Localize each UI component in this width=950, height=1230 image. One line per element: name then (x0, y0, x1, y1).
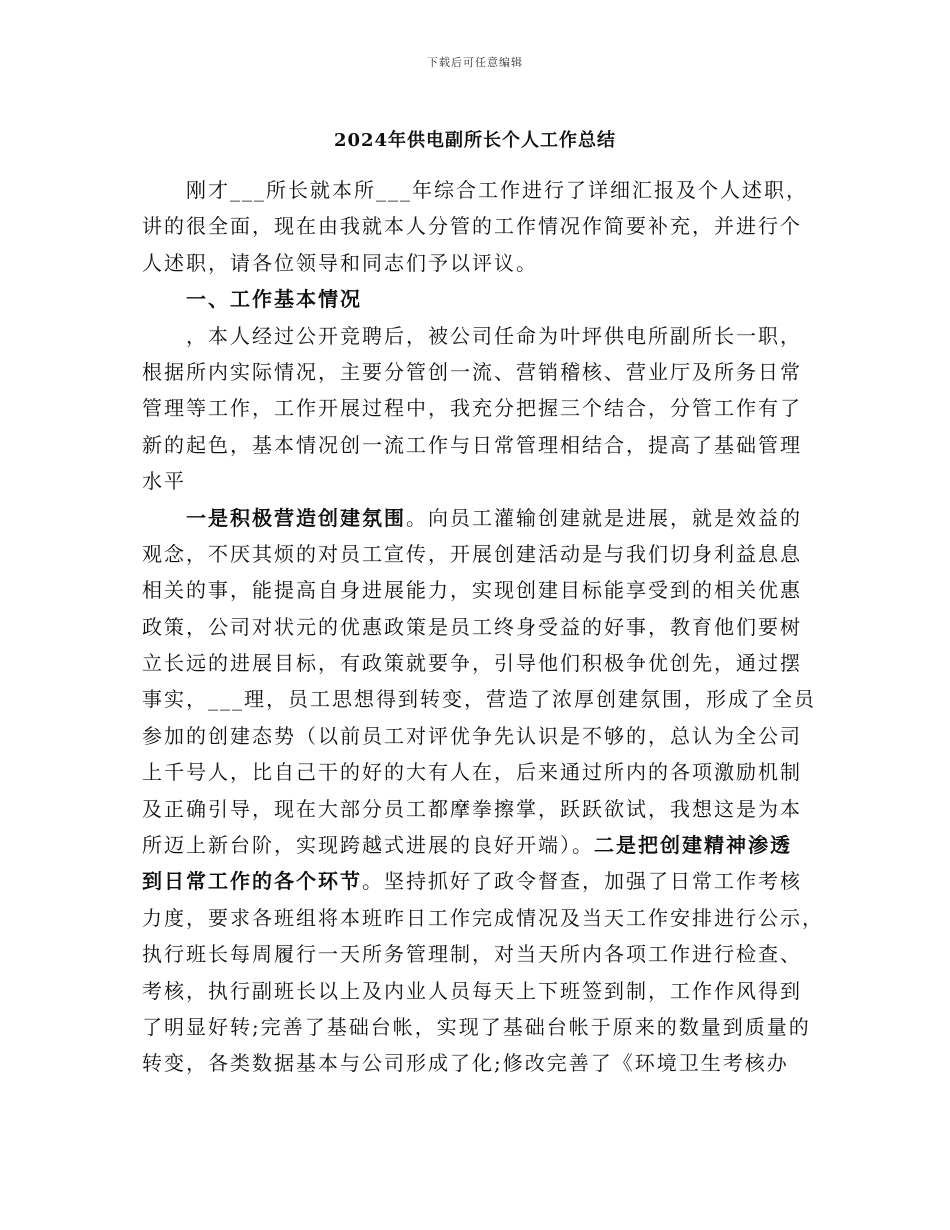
text-line (142, 281, 812, 317)
text-run: ，本人经过公开竞聘后，被公司任命为叶坪供电所副所长一职， (186, 323, 802, 348)
text-line (142, 1009, 812, 1045)
text-run: 转变，各类数据基本与公司形成了化;修改完善了《环境卫生考核办 (142, 1051, 789, 1076)
text-run: 根据所内实际情况，主要分管创一流、营销稽核、营业厅及所务日常 (142, 359, 802, 384)
text-run: 政策，公司对状元的优惠政策是员工终身受益的好事，教育他们要树 (142, 614, 802, 639)
text-line (142, 463, 812, 499)
text-run: 所迈上新台阶，实现跨越式进展的良好开端）。 (142, 833, 594, 858)
text-run: 。坚持抓好了政令督查，加强了日常工作考核 (362, 869, 802, 894)
text-line (142, 900, 824, 936)
bold-text-run: 二是把创建精神渗透 (594, 833, 792, 858)
text-line (142, 536, 812, 572)
text-line (142, 645, 812, 681)
text-run: 及正确引导，现在大部分员工都摩拳擦掌，跃跃欲试，我想这是为本 (142, 796, 802, 821)
text-line (142, 208, 812, 244)
text-line (142, 681, 816, 717)
text-run: 水平 (142, 469, 186, 494)
header-note: 下载后可任意编辑 (427, 56, 523, 69)
text-line (142, 754, 812, 790)
text-run: 考核，执行副班长以上及内业人员每天上下班签到制，工作作风得到 (142, 978, 802, 1003)
text-line (142, 609, 812, 645)
text-run: 新的起色，基本情况创一流工作与日常管理相结合，提高了基础管理 (142, 432, 802, 457)
text-run: 事实，___理，员工思想得到转变，营造了浓厚创建氛围，形成了全员 (142, 687, 816, 712)
document-title: 2024年供电副所长个人工作总结 (333, 130, 617, 151)
text-line (142, 354, 812, 390)
text-line (142, 572, 812, 608)
text-run: 观念，不厌其烦的对员工宣传，开展创建活动是与我们切身利益息息 (142, 541, 802, 566)
text-line (142, 427, 812, 463)
text-line (142, 172, 812, 208)
text-run: 力度，要求各班组将本班昨日工作完成情况及当天工作安排进行公示， (142, 905, 824, 930)
bold-text-run: 一、工作基本情况 (186, 287, 362, 312)
text-run: 刚才___所长就本所___年综合工作进行了详细汇报及个人述职， (186, 178, 808, 202)
bold-text-run: 到日常工作的各个环节 (142, 869, 362, 894)
text-line (142, 936, 812, 972)
text-run: 立长远的进展目标，有政策就要争，引导他们积极争优创先，通过摆 (142, 651, 802, 676)
text-line (142, 1045, 812, 1081)
text-run: 讲的很全面，现在由我就本人分管的工作情况作简要补充，并进行个 (142, 214, 802, 239)
text-run: 相关的事，能提高自身进展能力，实现创建目标能享受到的相关优惠 (142, 578, 802, 603)
text-run: 了明显好转;完善了基础台帐，实现了基础台帐于原来的数量到质量的 (142, 1014, 811, 1039)
document-body (142, 172, 824, 1082)
text-line (142, 390, 812, 426)
text-line (142, 973, 812, 1009)
bold-text-run: 一是积极营造创建氛围 (186, 505, 406, 530)
text-line (142, 500, 812, 536)
text-line (142, 827, 812, 863)
text-run: 上千号人，比自己干的好的大有人在，后来通过所内的各项激励机制 (142, 760, 802, 785)
text-line (142, 318, 812, 354)
text-run: 人述职，请各位领导和同志们予以评议。 (142, 250, 538, 275)
text-line (142, 863, 812, 899)
text-line (142, 791, 812, 827)
text-run: 管理等工作，工作开展过程中，我充分把握三个结合，分管工作有了 (142, 396, 802, 421)
text-run: 。向员工灌输创建就是进展，就是效益的 (406, 505, 802, 530)
text-run: 执行班长每周履行一天所务管理制，对当天所内各项工作进行检查、 (142, 942, 802, 967)
text-run: 参加的创建态势（以前员工对评优争先认识是不够的，总认为全公司 (142, 723, 802, 748)
text-line (142, 718, 812, 754)
text-line (142, 245, 812, 281)
